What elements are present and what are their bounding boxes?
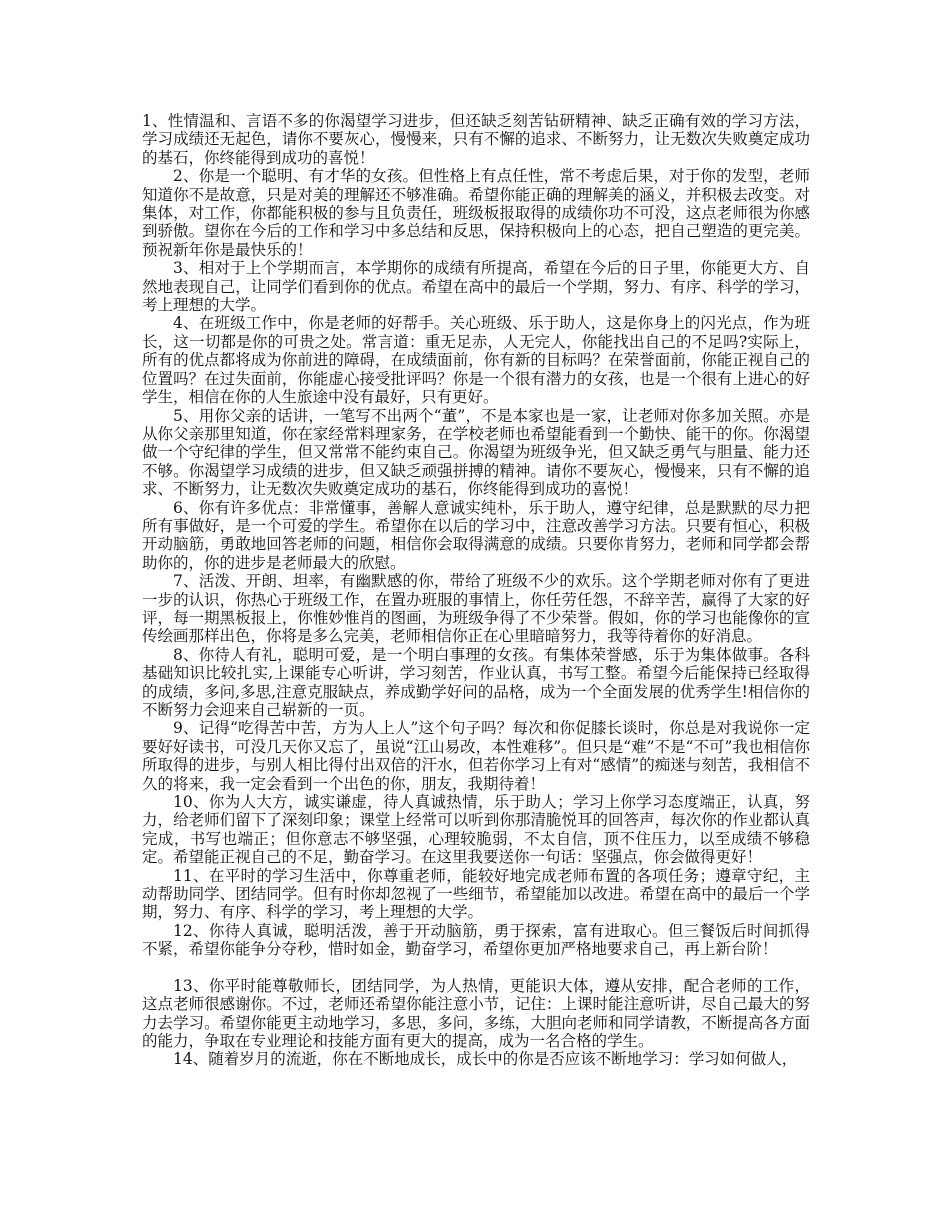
comment-paragraph-6: 6、你有许多优点：非常懂事，善解人意诚实纯朴，乐于助人，遵守纪律，总是默默的尽力把所有事做好，是一个可爱的学生。希望你在以后的学习中，注意改善学习方法。只要有恒心，积极开动脑筋，勇敢地回答老师的问题，相信你会取得满意的成绩。只要你肯努力，老师和同学都会帮助你的，你的进步是老师最大的欣慰。 [142,498,810,572]
comment-paragraph-11: 11、在平时的学习生活中，你尊重老师，能较好地完成老师布置的各项任务；遵章守纪，主动帮助同学、团结同学。但有时你却忽视了一些细节，希望能加以改进。希望在高中的最后一个学期，努力、有序、科学的学习，考上理想的大学。 [142,866,810,922]
document-page [142,112,810,1069]
comment-paragraph-7: 7、活泼、开朗、坦率，有幽默感的你，带给了班级不少的欢乐。这个学期老师对你有了更进一步的认识，你热心于班级工作，在置办班服的事情上，你任劳任怨，不辞辛苦，赢得了大家的好评，每一期黑板报上，你惟妙惟肖的图画，为班级争得了不少荣誉。假如，你的学习也能像你的宣传绘画那样出色，你将是多么完美，老师相信你正在心里暗暗努力，我等待着你的好消息。 [142,572,810,646]
comment-paragraph-4: 4、在班级工作中，你是老师的好帮手。关心班级、乐于助人，这是你身上的闪光点，作为班长，这一切都是你的可贵之处。常言道：重无足赤，人无完人，你能找出自己的不足吗?实际上，所有的优点都将成为你前进的障碍，在成绩面前，你有新的目标吗？在荣誉面前，你能正视自己的位置吗？在过失面前，你能虚心接受批评吗？你是一个很有潜力的女孩，也是一个很有上进心的好学生，相信在你的人生旅途中没有最好，只有更好。 [142,314,810,407]
comment-paragraph-9: 9、记得“吃得苦中苦，方为人上人”这个句子吗？每次和你促膝长谈时，你总是对我说你一定要好好读书，可没几天你又忘了，虽说“江山易改，本性难移”。但只是“难”不是“不可”我也相信你所取得的进步，与别人相比得付出双倍的汗水，但若你学习上有对“感情”的痴迷与刻苦，我相信不久的将来，我一定会看到一个出色的你，朋友，我期待着！ [142,719,810,793]
comment-paragraph-8: 8、你待人有礼，聪明可爱，是一个明白事理的女孩。有集体荣誉感，乐于为集体做事。各科基础知识比较扎实,上课能专心听讲，学习刻苦，作业认真，书写工整。希望今后能保持已经取得的成绩，多问,多思,注意克服缺点，养成勤学好问的品格，成为一个全面发展的优秀学生!相信你的不断努力会迎来自己崭新的一页。 [142,645,810,719]
comment-paragraph-2: 2、你是一个聪明、有才华的女孩。但性格上有点任性，常不考虑后果，对于你的发型，老师知道你不是故意，只是对美的理解还不够准确。希望你能正确的理解美的涵义，并积极去改变。对集体，对工作，你都能积极的参与且负责任，班级板报取得的成绩你功不可没，这点老师很为你感到骄傲。望你在今后的工作和学习中多总结和反思，保持积极向上的心态，把自己塑造的更完美。预祝新年你是最快乐的！ [142,167,810,259]
comment-paragraph-5: 5、用你父亲的话讲，一笔写不出两个“董”，不是本家也是一家，让老师对你多加关照。亦是从你父亲那里知道，你在家经常料理家务，在学校老师也希望能看到一个勤快、能干的你。你渴望做一个守纪律的学生，但又常常不能约束自己。你渴望为班级争光，但又缺乏勇气与胆量、能力还不够。你渴望学习成绩的进步，但又缺乏顽强拼搏的精神。请你不要灰心，慢慢来，只有不懈的追求、不断努力，让无数次失败奠定成功的基石，你终能得到成功的喜悦！ [142,406,810,499]
comment-paragraph-10: 10、你为人大方，诚实谦虚，待人真诚热情，乐于助人；学习上你学习态度端正，认真，努力，给老师们留下了深刻印象；课堂上经常可以听到你那清脆悦耳的回答声，每次你的作业都认真完成，书写也端正；但你意志不够坚强，心理较脆弱，不太自信，顶不住压力，以至成绩不够稳定。希望能正视自己的不足，勤奋学习。在这里我要送你一句话：坚强点，你会做得更好！ [142,793,810,867]
comment-paragraph-1: 1、性情温和、言语不多的你渴望学习进步，但还缺乏刻苦钻研精神、缺乏正确有效的学习方法，学习成绩还无起色，请你不要灰心，慢慢来，只有不懈的追求、不断努力，让无数次失败奠定成功的基石，你终能得到成功的喜悦！ [142,112,810,167]
comment-paragraph-13: 13、你平时能尊敬师长，团结同学，为人热情，更能识大体，遵从安排，配合老师的工作，这点老师很感谢你。不过，老师还希望你能注意小节，记住：上课时能注意听讲，尽自己最大的努力去学习。希望你能更主动地学习，多思，多问，多练，大胆向老师和同学请教，不断提高各方面的能力，争取在专业理论和技能方面有更大的提高，成为一名合格的学生。 [142,976,810,1050]
comment-paragraph-3: 3、相对于上个学期而言，本学期你的成绩有所提高，希望在今后的日子里，你能更大方、自然地表现自己，让同学们看到你的优点。希望在高中的最后一个学期，努力、有序、科学的学习，考上理想的大学。 [142,259,810,315]
comment-paragraph-12: 12、你待人真诚，聪明活泼，善于开动脑筋，勇于探索，富有进取心。但三餐饭后时间抓得不紧，希望你能争分夺秒，惜时如金，勤奋学习，希望你更加严格地要求自己，再上新台阶！ [142,921,810,959]
comment-paragraph-14: 14、随着岁月的流逝，你在不断地成长，成长中的你是否应该不断地学习：学习如何做人， [173,1050,798,1069]
